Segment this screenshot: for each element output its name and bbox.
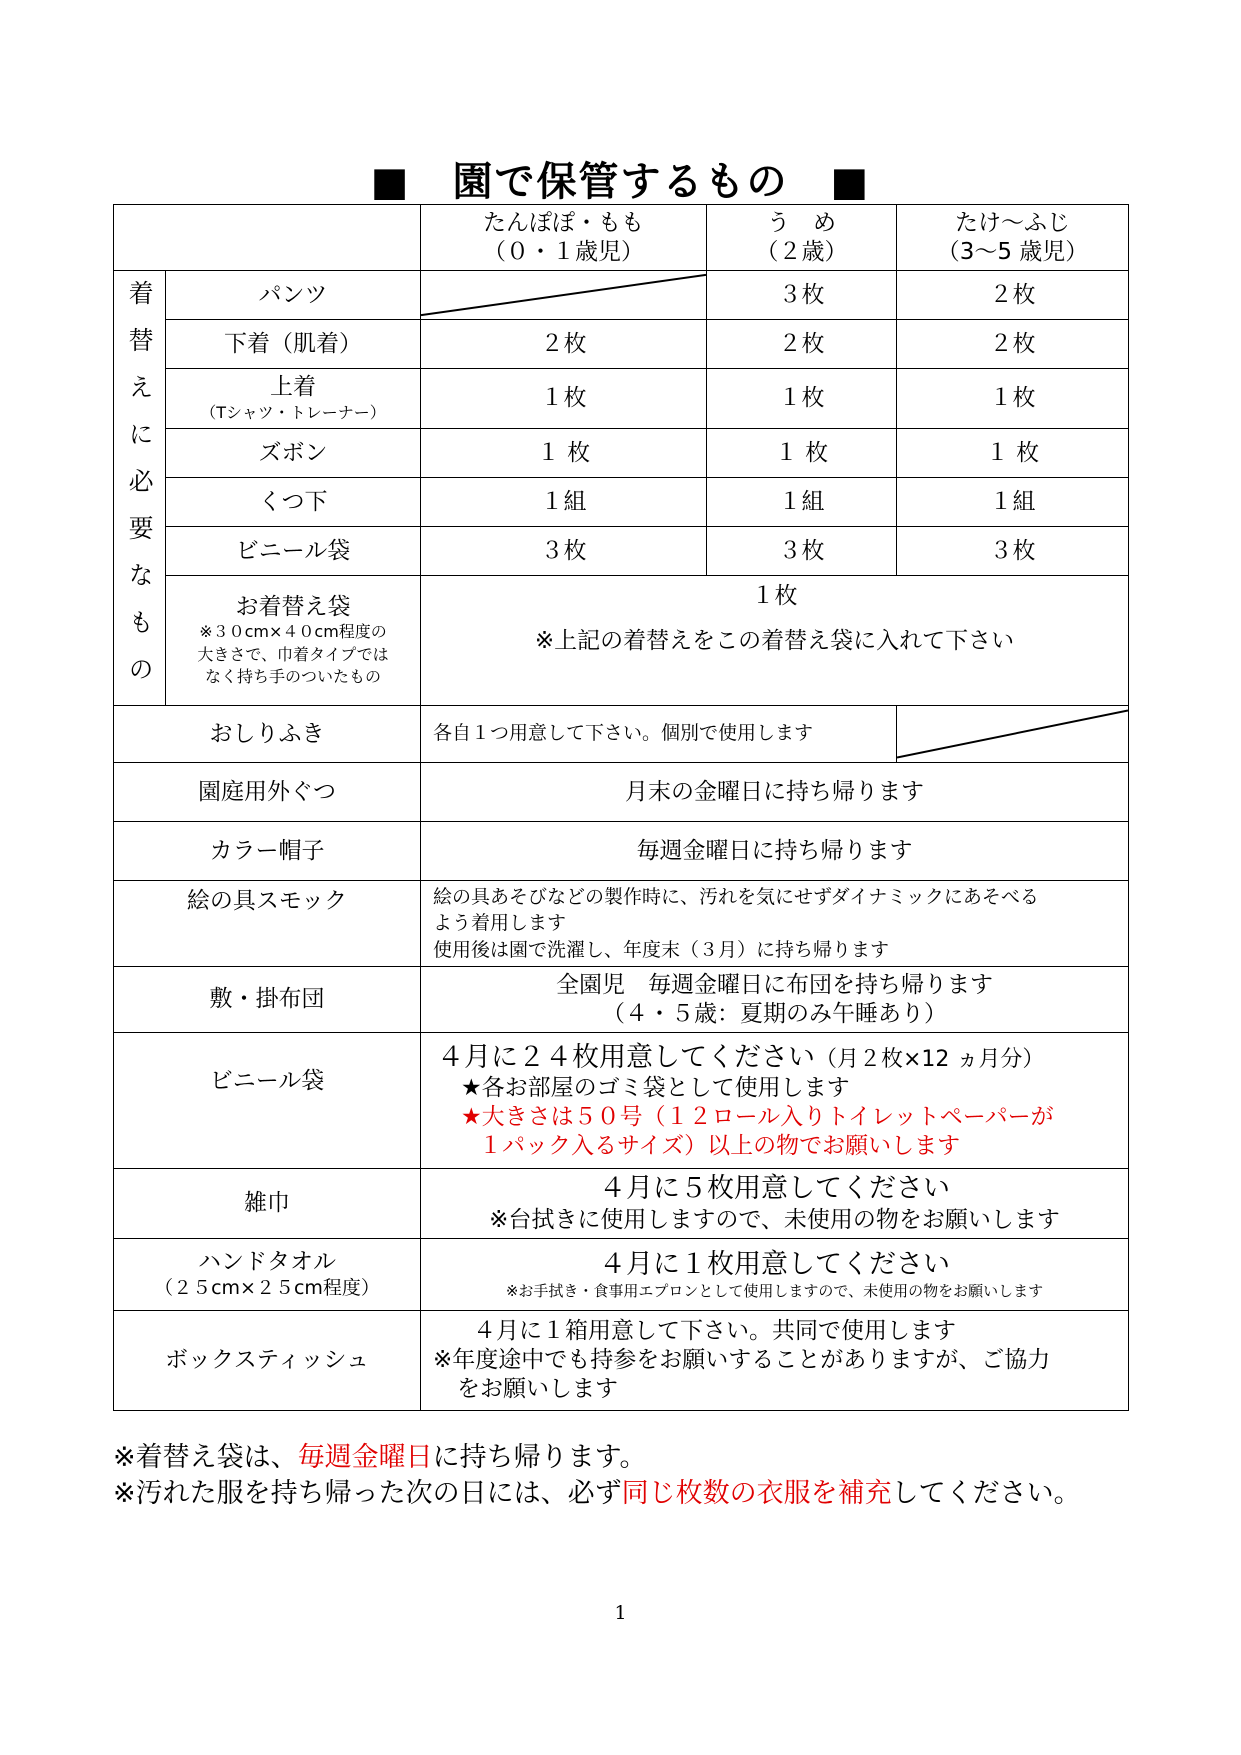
row-label: 絵の具スモック xyxy=(114,881,421,967)
cell-value: ４月に５枚用意してください ※台拭きに使用しますので、未使用の物をお願いします xyxy=(421,1169,1129,1239)
cell-value: 絵の具あそびなどの製作時に、汚れを気にせずダイナミックにあそべる よう着用します 使用後は園で洗濯し、年度末（３月）に持ち帰ります xyxy=(421,881,1129,967)
table-row xyxy=(114,1239,1129,1311)
row-label: ハンドタオル （２５cm×２５cm程度） xyxy=(114,1239,421,1311)
cell-value: 月末の金曜日に持ち帰ります xyxy=(421,763,1129,822)
cell-value: ４月に１箱用意して下さい。共同で使用します ※年度途中でも持参をお願いすることがありますが、ご協力 をお願いします xyxy=(421,1311,1129,1411)
cell-value: ４月に１枚用意してください ※お手拭き・食事用エプロンとして使用しますので、未使用の物をお願いします xyxy=(421,1239,1129,1311)
header-col3: たけ～ふじ （3～5 歳児） xyxy=(897,205,1129,271)
footnote-1: ※着替え袋は、毎週金曜日に持ち帰ります。 xyxy=(113,1442,647,1473)
row-label: 園庭用外ぐつ xyxy=(114,763,421,822)
cell-value: 毎週金曜日に持ち帰ります xyxy=(421,822,1129,881)
diagonal-cell xyxy=(897,706,1129,763)
cell-value: １組 xyxy=(897,478,1129,527)
cell-value: ３枚 xyxy=(421,527,707,576)
row-label: ボックスティッシュ xyxy=(114,1311,421,1411)
table-row xyxy=(114,478,1129,527)
cell-value: １枚 xyxy=(421,369,707,429)
table-row xyxy=(114,822,1129,881)
table-row xyxy=(114,527,1129,576)
header-row xyxy=(114,205,1129,271)
table-row xyxy=(114,576,1129,706)
page-title: ■ 園で保管するもの ■ xyxy=(370,159,871,205)
row-label: くつ下 xyxy=(166,478,421,527)
cell-value: １枚 xyxy=(897,369,1129,429)
cell-value: ３枚 xyxy=(897,527,1129,576)
cell-value: ３枚 xyxy=(707,271,897,320)
table-row xyxy=(114,763,1129,822)
cell-value: ２枚 xyxy=(707,320,897,369)
row-label: おしりふき xyxy=(114,706,421,763)
row-label: 上着 （Tシャツ・トレーナー） xyxy=(166,369,421,429)
group-label-cell xyxy=(114,271,166,706)
footnotes xyxy=(113,1440,1128,1513)
header-col1: たんぽぽ・もも （０・１歳児） xyxy=(421,205,707,271)
cell-value: ４月に２４枚用意してください（月２枚×12 ヵ月分） ★各お部屋のゴミ袋として使用します ★大きさは５０号（１２ロール入りトイレットペーパーが １パック入るサイズ）以上の物でお願いします xyxy=(421,1033,1129,1169)
table-row xyxy=(114,1169,1129,1239)
cell-value: １組 xyxy=(421,478,707,527)
row-label: お着替え袋 ※３０cm×４０cm程度の 大きさで、巾着タイプでは なく持ち手のついたもの xyxy=(166,576,421,706)
table-row xyxy=(114,1311,1129,1411)
cell-value: ２枚 xyxy=(897,320,1129,369)
table-row xyxy=(114,967,1129,1033)
row-label: ビニール袋 xyxy=(114,1033,421,1169)
table-row xyxy=(114,706,1129,763)
cell-value: ２枚 xyxy=(897,271,1129,320)
cell-value: １ 枚 xyxy=(897,429,1129,478)
table-row xyxy=(114,320,1129,369)
cell-value: ３枚 xyxy=(707,527,897,576)
row-label: 雑巾 xyxy=(114,1169,421,1239)
row-label: ビニール袋 xyxy=(166,527,421,576)
table-row xyxy=(114,881,1129,967)
cell-value: １枚 xyxy=(707,369,897,429)
cell-value: １組 xyxy=(707,478,897,527)
header-empty-cell xyxy=(114,205,421,271)
table-row xyxy=(114,429,1129,478)
cell-value: １ 枚 xyxy=(421,429,707,478)
table-row xyxy=(114,1033,1129,1169)
cell-value: 各自１つ用意して下さい。個別で使用します xyxy=(421,706,897,763)
footnote-2: ※汚れた服を持ち帰った次の日には、必ず同じ枚数の衣服を補充してください。 xyxy=(113,1478,1081,1510)
page-number: 1 xyxy=(614,1602,627,1624)
row-label: 下着（肌着） xyxy=(166,320,421,369)
cell-value: ２枚 xyxy=(421,320,707,369)
group-label: 着替えに必要なもの xyxy=(125,279,155,703)
header-col2: う め （２歳） xyxy=(707,205,897,271)
diagonal-cell xyxy=(421,271,707,320)
table-row xyxy=(114,369,1129,429)
bag-cell: １枚 ※上記の着替えをこの着替え袋に入れて下さい xyxy=(421,576,1129,706)
items-table xyxy=(113,204,1129,1411)
cell-value: １ 枚 xyxy=(707,429,897,478)
row-label: ズボン xyxy=(166,429,421,478)
row-label: パンツ xyxy=(166,271,421,320)
row-label: 敷・掛布団 xyxy=(114,967,421,1033)
cell-value: 全園児 毎週金曜日に布団を持ち帰ります （４・５歳：夏期のみ午睡あり） xyxy=(421,967,1129,1033)
table-row xyxy=(114,271,1129,320)
row-label: カラー帽子 xyxy=(114,822,421,881)
